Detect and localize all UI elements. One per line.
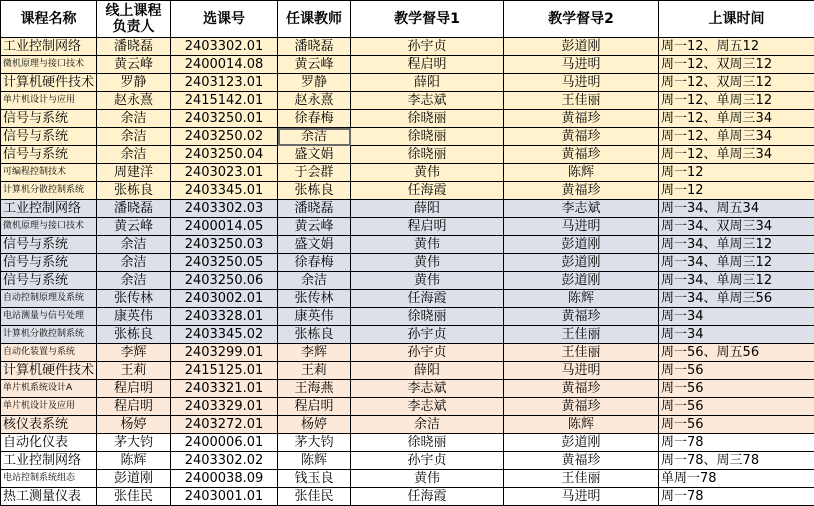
course-id-cell[interactable]: 2415125.01: [171, 362, 278, 380]
table-row: [1, 344, 814, 362]
supervisor-2-cell[interactable]: 陈辉: [504, 290, 659, 308]
table-row: [1, 362, 814, 380]
online-owner-cell[interactable]: 张传林: [97, 290, 171, 308]
class-time-cell[interactable]: 周一78: [659, 488, 814, 506]
course-name-cell[interactable]: 热工测量仪表: [1, 488, 97, 506]
table-row: [1, 146, 814, 164]
teacher-cell[interactable]: 余洁: [278, 272, 351, 290]
course-name-cell[interactable]: 电站控制系统组态: [1, 470, 97, 488]
table-row: [1, 254, 814, 272]
supervisor-1-cell[interactable]: 任海霞: [351, 182, 504, 200]
supervisor-1-cell[interactable]: 徐晓丽: [351, 434, 504, 452]
supervisor-1-cell[interactable]: 孙宇贞: [351, 452, 504, 470]
table-row: [1, 380, 814, 398]
header-course-id[interactable]: 选课号: [171, 1, 278, 38]
supervisor-2-cell[interactable]: 王佳丽: [504, 326, 659, 344]
table-row: [1, 236, 814, 254]
course-id-cell[interactable]: 2415142.01: [171, 92, 278, 110]
table-row: [1, 416, 814, 434]
supervisor-1-cell[interactable]: 徐晓丽: [351, 110, 504, 128]
online-owner-cell[interactable]: 余洁: [97, 128, 171, 146]
table-row: [1, 290, 814, 308]
course-name-cell[interactable]: 信号与系统: [1, 146, 97, 164]
table-row: [1, 128, 814, 146]
online-owner-cell[interactable]: 杨婷: [97, 416, 171, 434]
course-name-cell[interactable]: 信号与系统: [1, 254, 97, 272]
online-owner-cell[interactable]: 康英伟: [97, 308, 171, 326]
course-name-cell[interactable]: 电站测量与信号处理: [1, 308, 97, 326]
course-name-cell[interactable]: 单片机设计与应用: [1, 92, 97, 110]
header-course-name[interactable]: 课程名称: [1, 1, 97, 38]
supervisor-2-cell[interactable]: 黄福珍: [504, 182, 659, 200]
online-owner-cell[interactable]: 余洁: [97, 146, 171, 164]
supervisor-1-cell[interactable]: 孙宇贞: [351, 38, 504, 56]
supervisor-1-cell[interactable]: 李志斌: [351, 92, 504, 110]
teacher-cell[interactable]: 徐春梅: [278, 254, 351, 272]
class-time-cell[interactable]: 周一12: [659, 164, 814, 182]
supervisor-2-cell[interactable]: 黄福珍: [504, 380, 659, 398]
supervisor-1-cell[interactable]: 任海霞: [351, 488, 504, 506]
teacher-cell[interactable]: 王海燕: [278, 380, 351, 398]
supervisor-2-cell[interactable]: 彭道刚: [504, 236, 659, 254]
class-time-cell[interactable]: 周一34: [659, 308, 814, 326]
course-id-cell[interactable]: 2403250.02: [171, 128, 278, 146]
class-time-cell[interactable]: 周一12、单周三34: [659, 146, 814, 164]
course-name-cell[interactable]: 计算机硬件技术: [1, 362, 97, 380]
course-id-cell[interactable]: 2403250.03: [171, 236, 278, 254]
online-owner-cell[interactable]: 余洁: [97, 236, 171, 254]
class-time-cell[interactable]: 周一56: [659, 398, 814, 416]
supervisor-1-cell[interactable]: 黄伟: [351, 272, 504, 290]
table-row: [1, 452, 814, 470]
teacher-cell[interactable]: 王莉: [278, 362, 351, 380]
table-row: [1, 74, 814, 92]
course-id-cell[interactable]: 2403302.01: [171, 38, 278, 56]
course-name-cell[interactable]: 工业控制网络: [1, 38, 97, 56]
class-time-cell[interactable]: 周一56、周五56: [659, 344, 814, 362]
course-name-cell[interactable]: 计算机分散控制系统: [1, 326, 97, 344]
class-time-cell[interactable]: 周一56: [659, 380, 814, 398]
course-id-cell[interactable]: 2403328.01: [171, 308, 278, 326]
table-row: [1, 470, 814, 488]
online-owner-cell[interactable]: 张佳民: [97, 488, 171, 506]
course-id-cell[interactable]: 2403302.03: [171, 200, 278, 218]
table-row: [1, 182, 814, 200]
supervisor-1-cell[interactable]: 李志斌: [351, 380, 504, 398]
course-id-cell[interactable]: 2400006.01: [171, 434, 278, 452]
supervisor-2-cell[interactable]: 彭道刚: [504, 272, 659, 290]
course-id-cell[interactable]: 2400038.09: [171, 470, 278, 488]
course-id-cell[interactable]: 2403123.01: [171, 74, 278, 92]
table-row: [1, 164, 814, 182]
header-supervisor-2[interactable]: 教学督导2: [504, 1, 659, 38]
course-name-cell[interactable]: 可编程控制技术: [1, 164, 97, 182]
course-id-cell[interactable]: 2403002.01: [171, 290, 278, 308]
supervisor-1-cell[interactable]: 孙宇贞: [351, 326, 504, 344]
table-row: [1, 326, 814, 344]
supervisor-1-cell[interactable]: 程启明: [351, 218, 504, 236]
online-owner-cell[interactable]: 彭道刚: [97, 470, 171, 488]
course-name-cell[interactable]: 信号与系统: [1, 236, 97, 254]
table-row: [1, 38, 814, 56]
teacher-cell[interactable]: 黄云峰: [278, 56, 351, 74]
supervisor-2-cell[interactable]: 黄福珍: [504, 146, 659, 164]
teacher-cell[interactable]: 陈辉: [278, 452, 351, 470]
table-row: [1, 92, 814, 110]
class-time-cell[interactable]: 周一34、周五34: [659, 200, 814, 218]
teacher-cell[interactable]: 张佳民: [278, 488, 351, 506]
teacher-cell[interactable]: 余洁: [278, 128, 351, 146]
table-row: [1, 398, 814, 416]
class-time-cell[interactable]: 周一12、双周三12: [659, 74, 814, 92]
class-time-cell[interactable]: 周一34、单周三12: [659, 254, 814, 272]
supervisor-1-cell[interactable]: 薛阳: [351, 200, 504, 218]
supervisor-1-cell[interactable]: 薛阳: [351, 74, 504, 92]
course-name-cell[interactable]: 工业控制网络: [1, 200, 97, 218]
supervisor-1-cell[interactable]: 程启明: [351, 56, 504, 74]
teacher-cell[interactable]: 钱玉良: [278, 470, 351, 488]
class-time-cell[interactable]: 周一12、双周三12: [659, 56, 814, 74]
teacher-cell[interactable]: 黄云峰: [278, 218, 351, 236]
online-owner-cell[interactable]: 周建洋: [97, 164, 171, 182]
online-owner-cell[interactable]: 潘晓磊: [97, 200, 171, 218]
teacher-cell[interactable]: 康英伟: [278, 308, 351, 326]
class-time-cell[interactable]: 周一34、单周三12: [659, 272, 814, 290]
class-time-cell[interactable]: 周一34: [659, 326, 814, 344]
table-row: [1, 434, 814, 452]
course-id-cell[interactable]: 2403299.01: [171, 344, 278, 362]
class-time-cell[interactable]: 周一12、周五12: [659, 38, 814, 56]
course-name-cell[interactable]: 单片机设计及应用: [1, 398, 97, 416]
course-name-cell[interactable]: 单片机系统设计A: [1, 380, 97, 398]
supervisor-2-cell[interactable]: 马进明: [504, 56, 659, 74]
teacher-cell[interactable]: 张栋良: [278, 326, 351, 344]
course-name-cell[interactable]: 微机原理与接口技术: [1, 56, 97, 74]
table-row: [1, 488, 814, 506]
course-id-cell[interactable]: 2403345.02: [171, 326, 278, 344]
course-id-cell[interactable]: 2403272.01: [171, 416, 278, 434]
online-owner-cell[interactable]: 余洁: [97, 254, 171, 272]
supervisor-1-cell[interactable]: 徐晓丽: [351, 146, 504, 164]
course-id-cell[interactable]: 2403250.04: [171, 146, 278, 164]
course-id-cell[interactable]: 2400014.08: [171, 56, 278, 74]
teacher-cell[interactable]: 徐春梅: [278, 110, 351, 128]
supervisor-2-cell[interactable]: 马进明: [504, 362, 659, 380]
header-class-time[interactable]: 上课时间: [659, 1, 814, 38]
supervisor-2-cell[interactable]: 马进明: [504, 74, 659, 92]
online-owner-cell[interactable]: 陈辉: [97, 452, 171, 470]
course-name-cell[interactable]: 信号与系统: [1, 128, 97, 146]
class-time-cell[interactable]: 周一78、周三78: [659, 452, 814, 470]
supervisor-2-cell[interactable]: 马进明: [504, 218, 659, 236]
course-name-cell[interactable]: 微机原理与接口技术: [1, 218, 97, 236]
online-owner-cell[interactable]: 李辉: [97, 344, 171, 362]
teacher-cell[interactable]: 张栋良: [278, 182, 351, 200]
class-time-cell[interactable]: 周一34、单周三56: [659, 290, 814, 308]
course-name-cell[interactable]: 核仪表系统: [1, 416, 97, 434]
online-owner-cell[interactable]: 潘晓磊: [97, 38, 171, 56]
supervisor-2-cell[interactable]: 黄福珍: [504, 110, 659, 128]
supervisor-1-cell[interactable]: 薛阳: [351, 362, 504, 380]
supervisor-1-cell[interactable]: 黄伟: [351, 164, 504, 182]
teacher-cell[interactable]: 程启明: [278, 398, 351, 416]
course-id-cell[interactable]: 2400014.05: [171, 218, 278, 236]
course-name-cell[interactable]: 自动控制原理及系统: [1, 290, 97, 308]
course-id-cell[interactable]: 2403250.05: [171, 254, 278, 272]
supervisor-2-cell[interactable]: 王佳丽: [504, 470, 659, 488]
online-owner-cell[interactable]: 黄云峰: [97, 56, 171, 74]
supervisor-1-cell[interactable]: 李志斌: [351, 398, 504, 416]
teacher-cell[interactable]: 茅大钧: [278, 434, 351, 452]
course-id-cell[interactable]: 2403001.01: [171, 488, 278, 506]
online-owner-cell[interactable]: 张栋良: [97, 326, 171, 344]
course-name-cell[interactable]: 计算机硬件技术: [1, 74, 97, 92]
table-row: [1, 200, 814, 218]
supervisor-1-cell[interactable]: 余洁: [351, 416, 504, 434]
table-row: [1, 218, 814, 236]
supervisor-2-cell[interactable]: 黄福珍: [504, 398, 659, 416]
class-time-cell[interactable]: 周一78: [659, 434, 814, 452]
class-time-cell[interactable]: 周一56: [659, 362, 814, 380]
online-owner-cell[interactable]: 王莉: [97, 362, 171, 380]
supervisor-2-cell[interactable]: 彭道刚: [504, 38, 659, 56]
table-row: [1, 272, 814, 290]
teacher-cell[interactable]: 于会群: [278, 164, 351, 182]
supervisor-2-cell[interactable]: 黄福珍: [504, 128, 659, 146]
supervisor-1-cell[interactable]: 徐晓丽: [351, 128, 504, 146]
header-online-owner[interactable]: 线上课程负责人: [97, 1, 171, 38]
supervisor-1-cell[interactable]: 任海霞: [351, 290, 504, 308]
teacher-cell[interactable]: 潘晓磊: [278, 38, 351, 56]
supervisor-2-cell[interactable]: 彭道刚: [504, 434, 659, 452]
online-owner-cell[interactable]: 程启明: [97, 398, 171, 416]
teacher-cell[interactable]: 罗静: [278, 74, 351, 92]
course-id-cell[interactable]: 2403321.01: [171, 380, 278, 398]
course-id-cell[interactable]: 2403302.02: [171, 452, 278, 470]
class-time-cell[interactable]: 单周一78: [659, 470, 814, 488]
course-name-cell[interactable]: 信号与系统: [1, 110, 97, 128]
supervisor-2-cell[interactable]: 陈辉: [504, 164, 659, 182]
supervisor-2-cell[interactable]: 黄福珍: [504, 308, 659, 326]
supervisor-2-cell[interactable]: 王佳丽: [504, 344, 659, 362]
course-name-cell[interactable]: 计算机分散控制系统: [1, 182, 97, 200]
supervisor-1-cell[interactable]: 黄伟: [351, 236, 504, 254]
online-owner-cell[interactable]: 余洁: [97, 272, 171, 290]
supervisor-1-cell[interactable]: 徐晓丽: [351, 308, 504, 326]
course-name-cell[interactable]: 信号与系统: [1, 272, 97, 290]
teacher-cell[interactable]: 张传林: [278, 290, 351, 308]
teacher-cell[interactable]: 盛文娟: [278, 146, 351, 164]
supervisor-2-cell[interactable]: 陈辉: [504, 416, 659, 434]
course-id-cell[interactable]: 2403250.06: [171, 272, 278, 290]
class-time-cell[interactable]: 周一12: [659, 182, 814, 200]
table-row: [1, 56, 814, 74]
class-time-cell[interactable]: 周一12、单周三34: [659, 128, 814, 146]
course-name-cell[interactable]: 工业控制网络: [1, 452, 97, 470]
online-owner-cell[interactable]: 程启明: [97, 380, 171, 398]
course-id-cell[interactable]: 2403345.01: [171, 182, 278, 200]
header-supervisor-1[interactable]: 教学督导1: [351, 1, 504, 38]
class-time-cell[interactable]: 周一12、单周三12: [659, 92, 814, 110]
table-row: [1, 308, 814, 326]
online-owner-cell[interactable]: 余洁: [97, 110, 171, 128]
supervisor-2-cell[interactable]: 马进明: [504, 488, 659, 506]
teacher-cell[interactable]: 赵永熹: [278, 92, 351, 110]
teacher-cell[interactable]: 潘晓磊: [278, 200, 351, 218]
teacher-cell[interactable]: 杨婷: [278, 416, 351, 434]
teacher-cell[interactable]: 盛文娟: [278, 236, 351, 254]
online-owner-cell[interactable]: 黄云峰: [97, 218, 171, 236]
class-time-cell[interactable]: 周一12、单周三34: [659, 110, 814, 128]
header-teacher[interactable]: 任课教师: [278, 1, 351, 38]
header-row: [1, 1, 814, 38]
online-owner-cell[interactable]: 罗静: [97, 74, 171, 92]
supervisor-1-cell[interactable]: 孙宇贞: [351, 344, 504, 362]
online-owner-cell[interactable]: 茅大钧: [97, 434, 171, 452]
course-name-cell[interactable]: 自动化仪表: [1, 434, 97, 452]
course-id-cell[interactable]: 2403250.01: [171, 110, 278, 128]
course-id-cell[interactable]: 2403023.01: [171, 164, 278, 182]
teacher-cell[interactable]: 李辉: [278, 344, 351, 362]
supervisor-2-cell[interactable]: 彭道刚: [504, 254, 659, 272]
online-owner-cell[interactable]: 赵永熹: [97, 92, 171, 110]
course-id-cell[interactable]: 2403329.01: [171, 398, 278, 416]
class-time-cell[interactable]: 周一34、单周三12: [659, 236, 814, 254]
table-row: [1, 110, 814, 128]
course-name-cell[interactable]: 自动化装置与系统: [1, 344, 97, 362]
supervisor-2-cell[interactable]: 李志斌: [504, 200, 659, 218]
supervisor-2-cell[interactable]: 黄福珍: [504, 452, 659, 470]
class-time-cell[interactable]: 周一34、双周三34: [659, 218, 814, 236]
supervisor-1-cell[interactable]: 黄伟: [351, 254, 504, 272]
class-time-cell[interactable]: 周一56: [659, 416, 814, 434]
supervisor-2-cell[interactable]: 王佳丽: [504, 92, 659, 110]
online-owner-cell[interactable]: 张栋良: [97, 182, 171, 200]
supervisor-1-cell[interactable]: 黄伟: [351, 470, 504, 488]
